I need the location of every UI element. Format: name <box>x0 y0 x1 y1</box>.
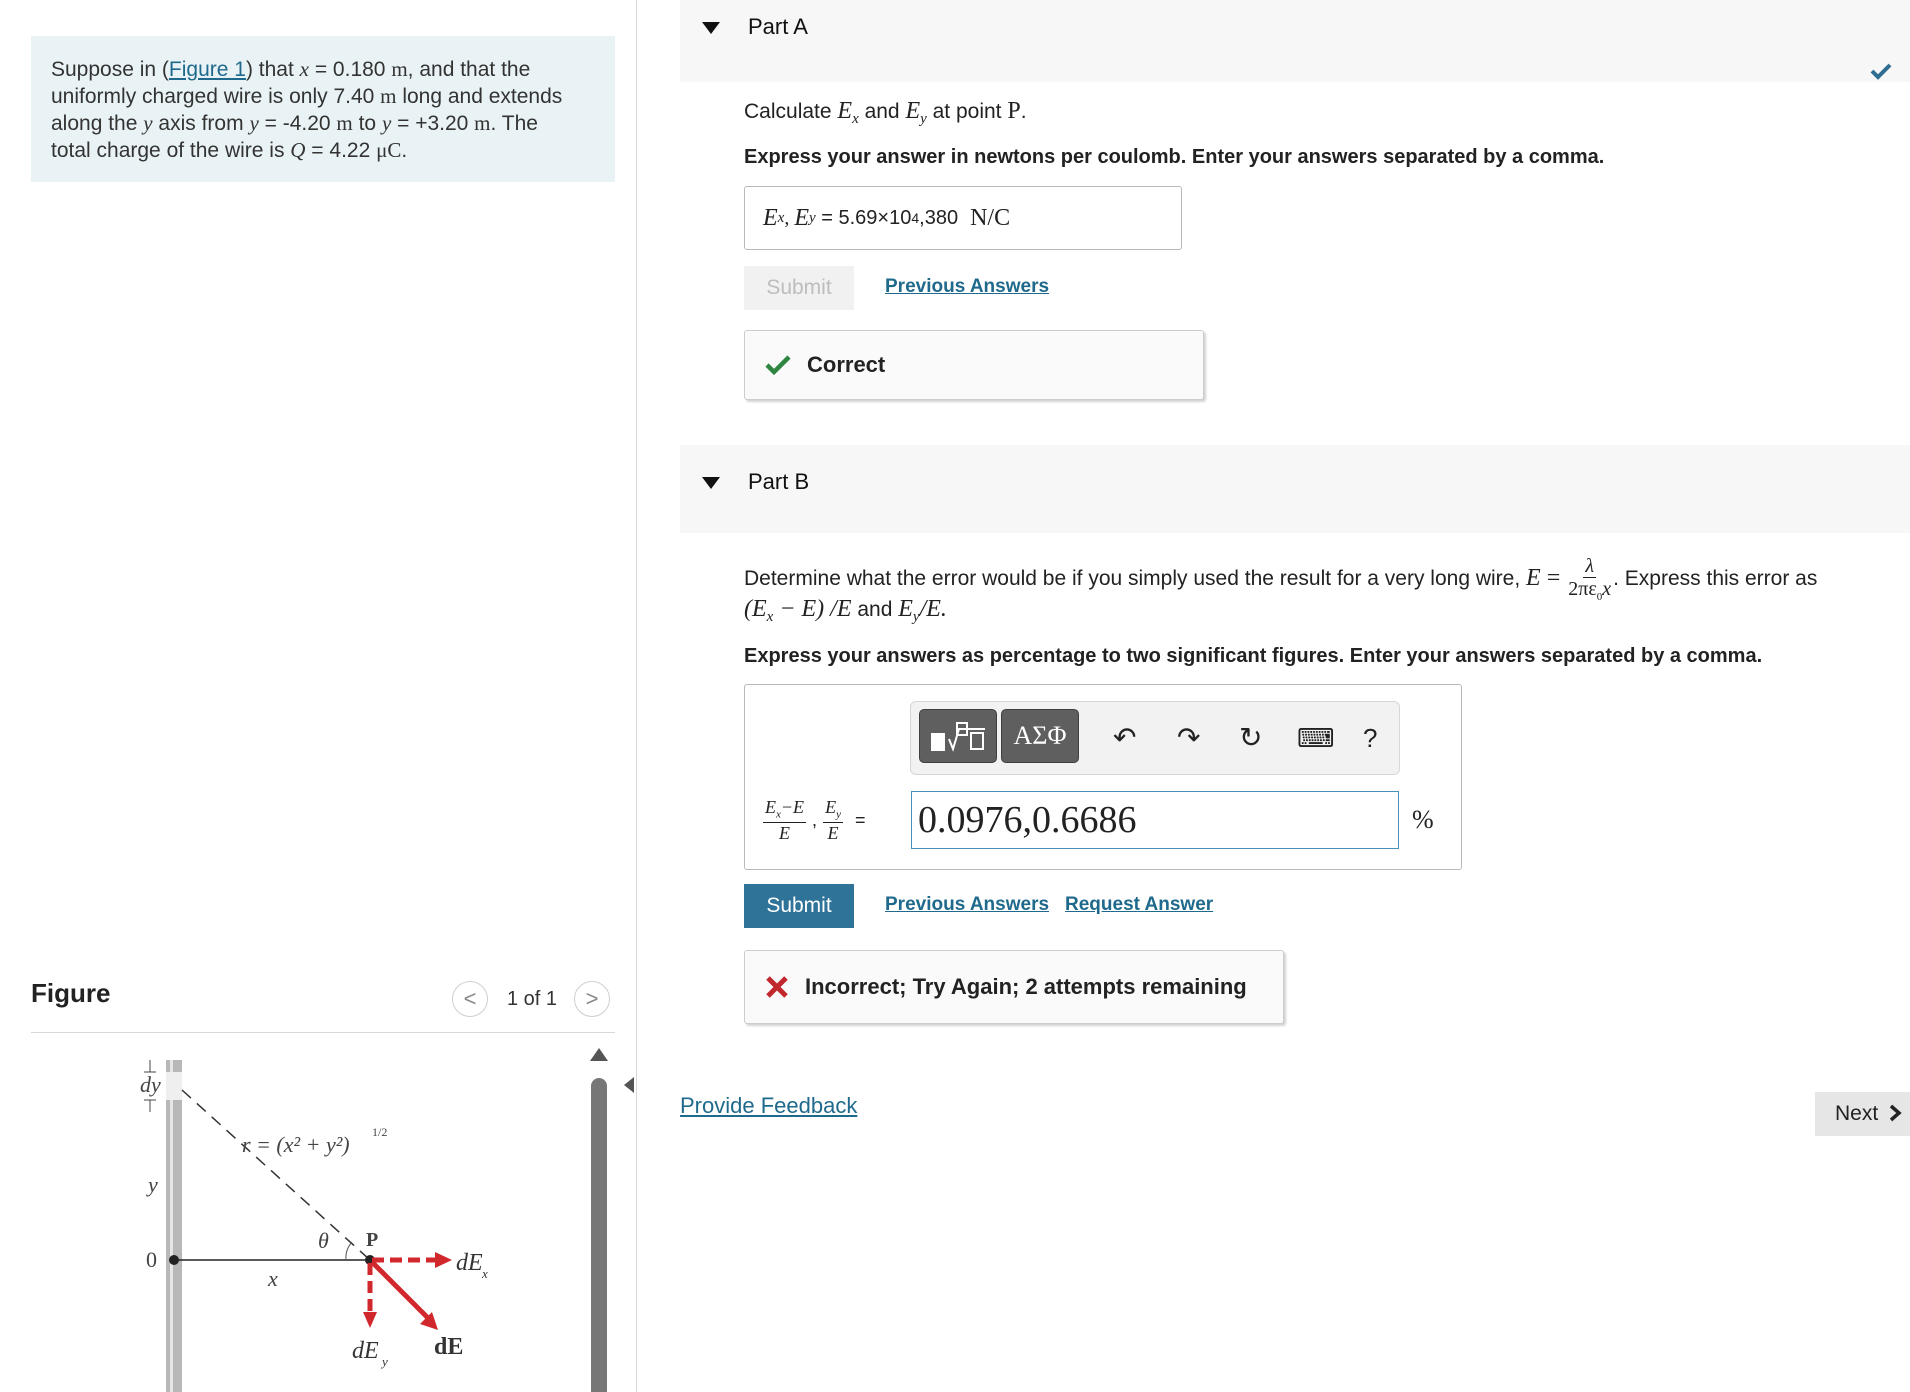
ex-subscript: x <box>852 111 859 128</box>
question-text: Calculate <box>744 100 838 123</box>
part-b-submit-button[interactable]: Submit <box>744 884 854 928</box>
lambda-fraction <box>1566 556 1613 603</box>
ey-subscript: y <box>912 609 920 626</box>
origin-label: 0 <box>146 1247 157 1272</box>
error-expression: (E <box>744 596 767 622</box>
r-equation-label: r = (x² + y²) <box>242 1132 350 1157</box>
problem-text: along the <box>51 112 144 135</box>
pane-divider[interactable] <box>636 0 637 1392</box>
ey-subscript: y <box>920 111 927 128</box>
equals-sign: = <box>854 809 866 830</box>
redo-icon[interactable]: ↷ <box>1177 722 1201 753</box>
part-a-answer-display <box>744 186 1182 250</box>
problem-text: uniformly charged wire is only 7.40 <box>51 85 381 108</box>
part-b-instructions: Express your answers as percentage to two significant figures. Enter your answers separated by a comma. <box>744 645 1763 667</box>
problem-text: total charge of the wire is <box>51 139 291 162</box>
unit-m: m <box>336 111 353 135</box>
reset-icon[interactable]: ↻ <box>1239 722 1263 753</box>
provide-feedback-link[interactable]: Provide Feedback <box>680 1093 858 1118</box>
equals-sign: = <box>815 206 839 229</box>
equals-sign: = <box>1540 565 1567 592</box>
unit-microcoulomb: μC <box>376 138 402 162</box>
request-answer-link[interactable]: Request Answer <box>1065 894 1214 915</box>
figure-divider <box>31 1032 615 1033</box>
answer-value: 5.69×10 <box>838 206 912 229</box>
next-button[interactable] <box>1815 1092 1910 1136</box>
ey-symbol: E <box>794 204 810 231</box>
collapse-left-icon[interactable] <box>624 1077 634 1093</box>
figure-prev-button[interactable] <box>452 981 488 1017</box>
question-text: and <box>858 100 906 123</box>
question-text: . Express this error as <box>1613 567 1818 591</box>
part-b-answer-input[interactable]: 0.0976,0.6686 <box>911 791 1399 849</box>
theta-label: θ <box>318 1228 329 1253</box>
e-symbol: E <box>1526 565 1541 592</box>
figure-counter: 1 of 1 <box>507 988 558 1010</box>
q-variable: Q <box>290 138 306 162</box>
epsilon-subscript: 0 <box>1596 591 1603 603</box>
problem-statement <box>31 36 615 182</box>
dEx-label: dE <box>456 1250 483 1276</box>
question-text: at point <box>926 100 1008 123</box>
answer-unit: N/C <box>970 204 1011 231</box>
next-label: Next <box>1835 1102 1879 1125</box>
label-separator: , <box>812 809 818 830</box>
unit-m: m <box>391 57 408 81</box>
keyboard-icon[interactable]: ⌨ <box>1297 723 1335 753</box>
problem-text: long and extends <box>396 85 563 108</box>
chevron-right-icon <box>1888 1104 1902 1122</box>
wire-highlight <box>170 1060 173 1392</box>
problem-text: . <box>401 139 408 162</box>
chevron-left-icon: < <box>463 986 477 1011</box>
problem-text: axis from <box>152 112 250 135</box>
question-text: . <box>1020 100 1027 123</box>
ratio-2 <box>823 798 843 842</box>
part-a-previous-answers-link[interactable]: Previous Answers <box>885 276 1050 297</box>
part-a-instructions: Express your answer in newtons per coulomb. Enter your answers separated by a comma. <box>744 146 1605 168</box>
problem-text: ) that <box>245 58 300 81</box>
part-b-question-line2 <box>744 596 947 626</box>
incorrect-x-icon <box>765 975 789 999</box>
e-symbol: E <box>827 822 839 843</box>
minus-e: −E <box>780 797 805 818</box>
part-a-question <box>744 98 1027 128</box>
part-b-previous-answers-link[interactable]: Previous Answers <box>885 894 1050 915</box>
caret-down-icon[interactable] <box>702 22 720 34</box>
ey-symbol: E <box>898 596 913 622</box>
part-b-header[interactable] <box>680 445 1910 533</box>
part-a-complete-check-icon <box>1870 62 1892 80</box>
point-p-label: P <box>366 1229 379 1251</box>
ey-subscript: y <box>809 209 816 226</box>
y-variable: y <box>249 111 259 135</box>
lambda-symbol: λ <box>1585 555 1595 577</box>
ex-symbol: E <box>763 204 778 231</box>
question-text: and <box>851 598 899 621</box>
point-p-symbol: P <box>1007 98 1021 124</box>
r-dashed-line <box>182 1090 370 1260</box>
x-variable: x <box>299 57 309 81</box>
figure-1-diagram <box>120 1050 500 1392</box>
figure-title: Figure <box>31 978 111 1008</box>
part-a-header[interactable] <box>680 0 1910 82</box>
problem-text: = -4.20 <box>258 112 337 135</box>
chevron-right-icon: > <box>585 986 599 1011</box>
y-label: y <box>148 1172 158 1197</box>
ey-subscript: y <box>836 808 841 821</box>
undo-icon[interactable]: ↶ <box>1113 722 1137 753</box>
left-pane <box>0 0 637 1392</box>
figure-1-link[interactable]: Figure 1 <box>168 58 246 81</box>
figure-next-button[interactable] <box>574 981 610 1017</box>
caret-down-icon[interactable] <box>702 477 720 489</box>
templates-button[interactable] <box>919 709 997 763</box>
part-b-answer-label <box>763 795 908 845</box>
ey-symbol: E <box>825 797 837 818</box>
ex-symbol: E <box>837 98 853 124</box>
templates-icon <box>927 719 989 753</box>
q-value: = 4.22 <box>305 139 377 162</box>
dEy-label: dE <box>352 1338 379 1364</box>
part-a-label: Part A <box>748 14 808 39</box>
e-symbol: E <box>779 822 791 843</box>
part-a-submit-button[interactable]: Submit <box>744 266 854 310</box>
help-icon[interactable]: ? <box>1363 723 1378 753</box>
error-expression: /E. <box>919 596 947 622</box>
symbols-button[interactable]: ΑΣΦ <box>1001 709 1079 763</box>
part-b-answer-panel <box>744 684 1462 870</box>
ex-subscript: x <box>766 609 774 626</box>
dy-label: dy <box>140 1072 161 1097</box>
answer-exponent: 4 <box>911 210 920 226</box>
ey-symbol: E <box>905 98 921 124</box>
x-symbol: x <box>1602 578 1612 600</box>
x-value: = 0.180 <box>309 58 392 81</box>
ex-subscript: x <box>777 209 785 226</box>
dEy-subscript: y <box>382 1354 388 1369</box>
math-toolbar <box>910 701 1400 775</box>
part-b-label: Part B <box>748 469 810 494</box>
problem-text: . The <box>490 112 538 135</box>
charged-wire <box>166 1060 182 1392</box>
feedback-text: Correct <box>807 352 886 377</box>
dE-label: dE <box>434 1334 464 1360</box>
problem-text: = +3.20 <box>391 112 475 135</box>
problem-text: Suppose in ( <box>51 58 169 81</box>
y-variable: y <box>143 111 153 135</box>
percent-unit: % <box>1412 805 1434 834</box>
ex-subscript: x <box>776 808 781 821</box>
part-a-feedback <box>744 330 1204 400</box>
wire-element-dy <box>166 1072 182 1100</box>
dEx-subscript: x <box>482 1266 488 1281</box>
part-b-feedback <box>744 950 1284 1024</box>
x-label: x <box>268 1266 278 1291</box>
r-exponent-label: 1/2 <box>372 1125 388 1139</box>
ex-symbol: E <box>765 797 776 818</box>
feedback-text: Incorrect; Try Again; 2 attempts remaining <box>805 974 1247 999</box>
dEy-arrowhead <box>363 1312 377 1328</box>
unit-m: m <box>474 111 491 135</box>
figure-scrollbar[interactable] <box>591 1078 607 1392</box>
theta-arc <box>346 1242 352 1260</box>
denominator: 2πε <box>1568 578 1597 600</box>
problem-text: to <box>352 112 382 135</box>
problem-text: , and that the <box>407 58 531 81</box>
question-text: Determine what the error would be if you simply used the result for a very long wire, <box>744 567 1527 591</box>
answer-value: ,380 <box>919 206 959 229</box>
correct-check-icon <box>765 354 791 376</box>
y-variable: y <box>381 111 392 135</box>
ratio-1 <box>763 798 806 842</box>
dE-arrow <box>372 1262 428 1318</box>
answer-separator: , <box>784 206 795 229</box>
unit-m: m <box>380 84 397 108</box>
dEx-arrowhead <box>435 1252 452 1268</box>
scroll-up-icon[interactable] <box>590 1048 608 1061</box>
error-expression: − E) /E <box>773 596 852 622</box>
